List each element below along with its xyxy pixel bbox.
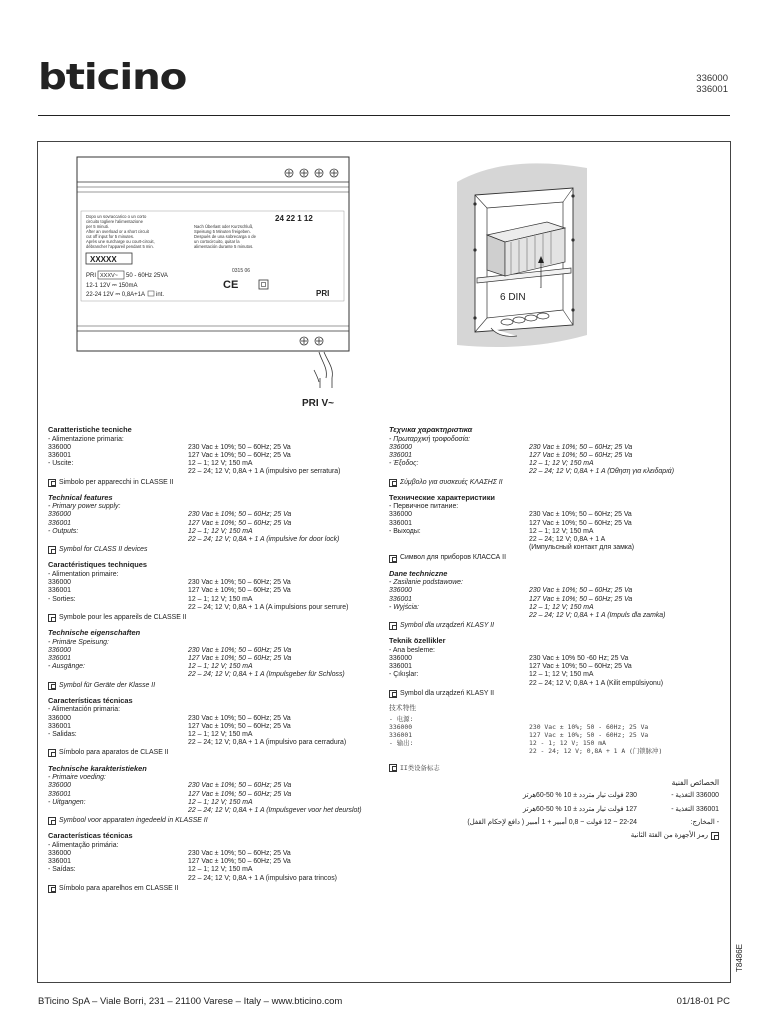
spec-value: 22 – 24; 12 V; 0,8A + 1 A (A impulsions pour serrure) bbox=[188, 603, 349, 611]
spec-label: 336001 bbox=[389, 595, 412, 603]
supply-label: - 电源: bbox=[389, 714, 414, 723]
spec-row bbox=[48, 444, 378, 452]
specs-section bbox=[48, 425, 378, 487]
class-ii-symbol-row bbox=[48, 817, 378, 825]
output-rating-1: 12-1 12V ⎓ 150mA bbox=[86, 283, 138, 289]
spec-row bbox=[389, 655, 719, 663]
specs-section-arabic bbox=[389, 778, 719, 840]
spec-label: 336000 bbox=[389, 443, 412, 451]
spec-value: 22 – 24; 12 V; 0,8A + 1 A (impulsive for door lock) bbox=[188, 536, 340, 544]
spec-value: 12 – 1; 12 V; 150 mA bbox=[188, 798, 253, 806]
spec-value: 127 Vac ± 10%; 50 – 60Hz; 25 Va bbox=[188, 790, 292, 798]
section-title: Teknik özellikler bbox=[389, 636, 446, 646]
section-title: Dane techniczne bbox=[389, 568, 448, 578]
spec-value: 22 – 24; 12 V; 0,8A + 1 A bbox=[529, 536, 606, 544]
section-title: Caratteristiche tecniche bbox=[48, 425, 132, 434]
specs-section-chinese bbox=[389, 704, 719, 772]
footer-address: BTicino SpA – Viale Borri, 231 – 21100 Varese – Italy – www.bticino.com bbox=[38, 996, 343, 1007]
spec-label bbox=[48, 604, 188, 612]
spec-value: 22 – 24; 12 V; 0,8A + 1 A (Ώθηση για κλειδαριά) bbox=[529, 468, 674, 476]
footer-revision: 01/18-01 PC bbox=[676, 996, 730, 1007]
spec-value: 230 فولت تيار متردد ± 10 % 50-60هرتز bbox=[522, 792, 637, 800]
pri-side-label: PRI bbox=[316, 289, 330, 298]
spec-value: 22-24 ~ 12 فولت ~ 0,8 أمبير + 1 أمبير ( دافع لإحكام القفل) bbox=[467, 818, 637, 826]
spec-row bbox=[48, 468, 378, 476]
spec-row bbox=[389, 468, 719, 476]
spec-label: - Çıkışlar: bbox=[389, 671, 419, 679]
class-ii-text: Símbolo para aparatos de CLASE II bbox=[59, 749, 169, 757]
spec-label bbox=[48, 739, 188, 747]
spec-label bbox=[48, 536, 188, 544]
class-ii-symbol-row bbox=[48, 885, 378, 893]
class-ii-icon bbox=[48, 479, 56, 487]
spec-label: 336001 bbox=[389, 663, 412, 671]
spec-value: 230 Vac ± 10%; 50 – 60Hz; 25 Va bbox=[529, 511, 632, 519]
warning-line: un cortocircuito, quitar la bbox=[194, 239, 240, 244]
spec-row bbox=[48, 511, 378, 519]
class-ii-text: II类设备标志 bbox=[400, 763, 440, 772]
supply-label: - Πρωταρχική τροφοδοσία: bbox=[389, 435, 471, 443]
spec-label: - Outputs: bbox=[48, 527, 79, 535]
date-code: 0315 06 bbox=[232, 268, 251, 274]
spec-label: 336001 bbox=[48, 451, 71, 459]
class-ii-text: Symbol for CLASS II devices bbox=[59, 546, 148, 554]
supply-label: - Alimentación primaria: bbox=[48, 706, 120, 714]
class-ii-symbol-row bbox=[48, 546, 378, 554]
spec-value: 230 Vac ± 10%; 50 - 60Hz; 25 Va bbox=[529, 722, 649, 731]
spec-value: 22 – 24; 12 V; 0,8A + 1 A (impulsivo para trincos) bbox=[188, 874, 337, 882]
spec-row bbox=[48, 536, 378, 544]
spec-value: 22 – 24; 12 V; 0,8A + 1 A (impulsivo para cerradura) bbox=[188, 739, 347, 747]
section-title: Características técnicas bbox=[48, 695, 133, 705]
spec-label: - Uitgangen: bbox=[48, 798, 86, 806]
spec-row bbox=[48, 731, 378, 739]
power-supply-module-drawing bbox=[76, 156, 370, 414]
warning-line: circuito togliere l'alimentazione bbox=[86, 219, 143, 224]
spec-label: 336001 bbox=[48, 790, 71, 798]
specs-section bbox=[389, 425, 719, 487]
warning-line: Nach Überlast oder Kurzschluß, bbox=[194, 224, 254, 229]
spec-label: 336000 bbox=[48, 850, 71, 858]
class-ii-symbol-row bbox=[389, 690, 719, 698]
spec-label bbox=[389, 612, 529, 620]
spec-row bbox=[48, 782, 378, 790]
spec-row bbox=[48, 858, 378, 866]
spec-value: 22 – 24; 12 V; 0,8A + 1 A (Impuls dla zamka) bbox=[529, 611, 666, 619]
warning-line: After an overload or a short circuit bbox=[86, 229, 149, 234]
spec-label: 336001 التغذية - bbox=[671, 805, 719, 813]
supply-label: - Alimentation primaire: bbox=[48, 570, 119, 578]
spec-row bbox=[389, 806, 719, 814]
warning-line: per 5 minuti. bbox=[86, 224, 110, 229]
spec-label: 336000 bbox=[389, 587, 412, 595]
spec-value: 12 – 1; 12 V; 150 mA bbox=[529, 460, 594, 468]
spec-row bbox=[389, 544, 719, 552]
class-ii-icon bbox=[711, 832, 719, 840]
spec-value: 12 – 1; 12 V; 150 mA bbox=[188, 595, 253, 603]
spec-value: 230 Vac ± 10%; 50 – 60Hz; 25 Va bbox=[188, 511, 292, 519]
class-ii-symbol-row bbox=[48, 479, 378, 487]
spec-row bbox=[389, 536, 719, 544]
spec-row bbox=[48, 850, 378, 858]
spec-value: 230 Vac ± 10%; 50 – 60Hz; 25 Va bbox=[529, 587, 633, 595]
spec-label bbox=[389, 680, 529, 688]
warning-line: cut off input for 5 minutes. bbox=[86, 234, 135, 239]
spec-row bbox=[389, 511, 719, 519]
class-ii-symbol-row bbox=[48, 682, 378, 690]
spec-label bbox=[389, 544, 529, 552]
ce-mark: CE bbox=[223, 279, 239, 291]
pri-frequency: 50 - 60Hz 25VA bbox=[126, 273, 168, 279]
spec-row bbox=[389, 792, 719, 800]
class-ii-icon bbox=[389, 479, 397, 487]
section-title: Technische eigenschaften bbox=[48, 628, 141, 638]
spec-label: 336000 التغذية - bbox=[671, 792, 719, 800]
spec-row bbox=[48, 647, 378, 655]
spec-row bbox=[48, 739, 378, 747]
installation-box-drawing bbox=[447, 160, 597, 380]
din-size-label: 6 DIN bbox=[500, 292, 526, 303]
warning-line: débrancher l'appareil pendant 5 min. bbox=[86, 244, 154, 249]
section-title: 技术特性 bbox=[389, 704, 417, 713]
spec-row bbox=[48, 604, 378, 612]
supply-label: - Alimentação primária: bbox=[48, 841, 119, 849]
spec-row bbox=[48, 875, 378, 883]
pri-voltage-placeholder: XXXV~ bbox=[100, 273, 118, 279]
spec-value: 127 Vac ± 10%; 50 – 60Hz; 25 Va bbox=[529, 519, 632, 527]
class-ii-text: Символ для приборов КЛАССА II bbox=[400, 554, 506, 562]
spec-label: - المخارج: bbox=[690, 818, 719, 826]
supply-label: - Primary power supply: bbox=[48, 503, 121, 511]
supply-label: - Zasilanie podstawowe: bbox=[389, 579, 463, 587]
spec-label: - Έξοδος: bbox=[389, 460, 419, 468]
spec-label: 336000 bbox=[48, 511, 71, 519]
spec-row bbox=[389, 747, 719, 755]
spec-value: 230 Vac ± 10%; 50 – 60Hz; 25 Va bbox=[188, 782, 292, 790]
spec-row bbox=[389, 731, 719, 739]
spec-label: - Выходы: bbox=[389, 527, 421, 535]
supply-label-row bbox=[389, 715, 719, 723]
class-ii-text: Symbol für Geräte der Klasse II bbox=[59, 681, 156, 689]
model-placeholder: XXXXX bbox=[90, 255, 117, 264]
warning-line: alimentación durante 5 minutos. bbox=[194, 244, 254, 249]
specs-section bbox=[48, 560, 378, 622]
spec-label: 336001 bbox=[48, 655, 71, 663]
class-ii-icon bbox=[389, 622, 397, 630]
spec-label: - Wyjścia: bbox=[389, 603, 419, 611]
spec-value: 230 Vac ± 10%; 50 – 60Hz; 25 Va bbox=[188, 443, 291, 451]
spec-label: 336001 bbox=[389, 451, 412, 459]
spec-label: 336001 bbox=[48, 519, 71, 527]
spec-label: 336001 bbox=[48, 587, 71, 595]
spec-label: - Salidas: bbox=[48, 730, 77, 738]
spec-label: 336001 bbox=[389, 730, 413, 739]
supply-label: - Primäre Speisung: bbox=[48, 638, 109, 646]
spec-label: 336000 bbox=[389, 722, 413, 731]
spec-row bbox=[48, 791, 378, 799]
product-code: 336000 bbox=[696, 73, 728, 84]
spec-row bbox=[389, 723, 719, 731]
spec-value: 12 – 1; 12 V; 150 mA bbox=[188, 866, 253, 874]
spec-row bbox=[48, 579, 378, 587]
spec-row bbox=[389, 819, 719, 827]
spec-value: 127 Vac ± 10%; 50 – 60Hz; 25 Va bbox=[529, 595, 633, 603]
terminal-numbers: 24 22 1 12 bbox=[275, 214, 313, 223]
spec-value: 22 – 24; 12 V; 0,8A + 1 A (impulsivo per serratura) bbox=[188, 468, 341, 476]
warning-line: Speisung 5 Minuten freigeben. bbox=[194, 229, 251, 234]
section-title: Technische karakteristieken bbox=[48, 763, 147, 773]
specs-right-standard bbox=[389, 425, 719, 698]
specs-column-right bbox=[389, 425, 719, 846]
primary-wires bbox=[314, 352, 332, 388]
class-ii-text: Simbolo per apparecchi in CLASSE II bbox=[59, 478, 174, 486]
section-title: Technical features bbox=[48, 492, 113, 502]
class-ii-symbol-row bbox=[389, 622, 719, 630]
spec-row bbox=[48, 528, 378, 536]
class-ii-icon bbox=[389, 555, 397, 563]
spec-value: 127 Vac ± 10%; 50 - 60Hz; 25 Va bbox=[529, 730, 649, 739]
pri-rating-label: PRI bbox=[86, 273, 97, 279]
spec-row bbox=[48, 866, 378, 874]
spec-row bbox=[48, 520, 378, 528]
spec-row bbox=[389, 444, 719, 452]
spec-value: 12 – 1; 12 V; 150 mA bbox=[188, 730, 253, 738]
spec-value: 127 Vac ± 10%; 50 – 60Hz; 25 Va bbox=[188, 858, 291, 866]
spec-value: 22 - 24; 12 V; 0,8A + 1 A (门锁脉冲) bbox=[529, 747, 663, 756]
spec-row bbox=[48, 807, 378, 815]
section-title: Caractéristiques techniques bbox=[48, 560, 147, 570]
supply-label: - Alimentazione primaria: bbox=[48, 435, 124, 443]
spec-value: 127 Vac ± 10%; 50 – 60Hz; 25 Va bbox=[188, 519, 292, 527]
class-ii-symbol-row bbox=[48, 749, 378, 757]
class-ii-icon bbox=[48, 614, 56, 622]
spec-value: 127 Vac ± 10%; 50 – 60Hz; 25 Va bbox=[529, 663, 632, 671]
spec-label: - 输出: bbox=[389, 739, 414, 748]
spec-label bbox=[48, 807, 188, 815]
class-ii-icon bbox=[48, 817, 56, 825]
class-ii-text: Symbole pour les appareils de CLASSE II bbox=[59, 613, 187, 621]
product-code: 336001 bbox=[696, 84, 728, 95]
class-ii-text: Symbol dla urządzeń KLASY II bbox=[400, 622, 495, 630]
spec-label bbox=[389, 536, 529, 544]
spec-value: 230 Vac ± 10% 50 -60 Hz; 25 Va bbox=[529, 655, 629, 663]
product-codes bbox=[696, 73, 728, 95]
spec-label: 336000 bbox=[48, 443, 71, 451]
spec-value: 127 Vac ± 10%; 50 – 60Hz; 25 Va bbox=[188, 451, 291, 459]
spec-label bbox=[389, 747, 529, 755]
section-title: الخصائص الفنية bbox=[671, 777, 719, 787]
spec-value: 230 Vac ± 10%; 50 – 60Hz; 25 Va bbox=[188, 714, 291, 722]
class-ii-text: Símbolo para aparelhos em CLASSE II bbox=[59, 884, 179, 892]
spec-row bbox=[389, 520, 719, 528]
section-title: Τεχνικα χαρακτηριστικα bbox=[389, 425, 473, 434]
spec-value: 230 Vac ± 10%; 50 – 60Hz; 25 Va bbox=[188, 850, 291, 858]
spec-value: 12 – 1; 12 V; 150 mA bbox=[529, 671, 594, 679]
spec-value: 230 Vac ± 10%; 50 – 60Hz; 25 Va bbox=[188, 646, 292, 654]
class-ii-symbol-row bbox=[389, 832, 719, 840]
spec-row bbox=[389, 671, 719, 679]
spec-value: 127 Vac ± 10%; 50 – 60Hz; 25 Va bbox=[188, 655, 292, 663]
spec-row bbox=[389, 528, 719, 536]
spec-row bbox=[48, 655, 378, 663]
spec-value: 12 – 1; 12 V; 150 mA bbox=[188, 527, 253, 535]
spec-label: 336001 bbox=[48, 858, 71, 866]
spec-row bbox=[48, 587, 378, 595]
spec-row bbox=[48, 723, 378, 731]
spec-row bbox=[389, 612, 719, 620]
spec-value: 12 - 1; 12 V; 150 mA bbox=[529, 739, 606, 748]
spec-row bbox=[389, 663, 719, 671]
spec-value: 127 فولت تيار متردد ± 10 % 50-60هرتز bbox=[522, 805, 637, 813]
spec-label: 336001 bbox=[48, 722, 71, 730]
supply-label: - Ana besleme: bbox=[389, 646, 435, 654]
spec-label: 336000 bbox=[48, 579, 71, 587]
spec-value: 230 Vac ± 10%; 50 – 60Hz; 25 Va bbox=[529, 443, 633, 451]
header-rule bbox=[38, 115, 730, 116]
spec-row bbox=[48, 460, 378, 468]
bticino-logo: bticino bbox=[38, 57, 187, 98]
class-ii-text: رمز الأجهزة من الفئة الثانية bbox=[630, 831, 708, 839]
warning-line: Después de una sobrecarga o de bbox=[194, 234, 256, 239]
spec-row bbox=[48, 596, 378, 604]
spec-value: 127 Vac ± 10%; 50 – 60Hz; 25 Va bbox=[188, 722, 291, 730]
specs-section bbox=[48, 493, 378, 555]
spec-value: 22 – 24; 12 V; 0,8A + 1 A (Impulsgeber für Schloss) bbox=[188, 671, 345, 679]
spec-row bbox=[48, 671, 378, 679]
spec-value: 12 – 1; 12 V; 150 mA bbox=[529, 527, 594, 535]
spec-value: 127 Vac ± 10%; 50 – 60Hz; 25 Va bbox=[188, 587, 291, 595]
spec-value: 12 – 1; 12 V; 150 mA bbox=[188, 663, 253, 671]
spec-row bbox=[48, 452, 378, 460]
supply-label: - Первичное питание: bbox=[389, 503, 459, 511]
specs-section bbox=[48, 696, 378, 758]
specs-section bbox=[389, 569, 719, 631]
section-title: Características técnicas bbox=[48, 831, 133, 841]
spec-value: (Импульсный контакт для замка) bbox=[529, 544, 635, 552]
warning-line: Dopo un sovraccarico o un corto bbox=[86, 214, 147, 219]
spec-label: 336000 bbox=[48, 714, 71, 722]
spec-label: 336001 bbox=[389, 519, 412, 527]
output-rating-int: int. bbox=[156, 292, 165, 298]
specs-section bbox=[48, 831, 378, 893]
specs-section bbox=[48, 628, 378, 690]
class-ii-icon bbox=[389, 764, 397, 772]
class-ii-text: Symbol dla urządzeń KLASY II bbox=[400, 689, 495, 697]
spec-label: 336000 bbox=[48, 646, 71, 654]
section-title: Технические характеристики bbox=[389, 492, 495, 502]
specs-column-left bbox=[48, 425, 378, 899]
class-ii-text: Σύμβολο για συσκευές ΚΛΑΣΗΣ II bbox=[400, 478, 503, 486]
spec-row bbox=[389, 587, 719, 595]
spec-value: 22 – 24; 12 V; 0,8A + 1 A (Kilit empülsiyonu) bbox=[529, 679, 664, 687]
spec-label: - Uscite: bbox=[48, 460, 74, 468]
class-ii-symbol-row bbox=[389, 479, 719, 487]
spec-value: 22 – 24; 12 V; 0,8A + 1 A (Impulsgever voor het deurslot) bbox=[188, 806, 362, 814]
specs-section bbox=[48, 764, 378, 826]
spec-label: 336000 bbox=[389, 655, 412, 663]
spec-row bbox=[48, 663, 378, 671]
spec-row bbox=[389, 604, 719, 612]
class-ii-icon bbox=[48, 885, 56, 893]
spec-label bbox=[48, 875, 188, 883]
spec-row bbox=[389, 680, 719, 688]
specs-section bbox=[389, 636, 719, 698]
document-code: T8486E bbox=[735, 943, 744, 972]
spec-label: - Sorties: bbox=[48, 595, 76, 603]
class-ii-text: Symbool voor apparaten ingedeeld in KLASSE II bbox=[59, 817, 208, 825]
pri-wire-label: PRI V~ bbox=[302, 398, 334, 409]
spec-label: - Ausgänge: bbox=[48, 663, 85, 671]
class-ii-icon bbox=[48, 749, 56, 757]
warning-line: Après une surcharge ou court-circuit, bbox=[86, 239, 155, 244]
spec-row bbox=[48, 799, 378, 807]
spec-label: 336000 bbox=[389, 511, 412, 519]
spec-row bbox=[48, 715, 378, 723]
spec-row bbox=[389, 452, 719, 460]
spec-label: 336000 bbox=[48, 782, 71, 790]
specs-section bbox=[389, 493, 719, 563]
spec-label bbox=[48, 468, 188, 476]
class-ii-icon bbox=[48, 546, 56, 554]
spec-label bbox=[389, 468, 529, 476]
spec-value: 12 – 1; 12 V; 150 mA bbox=[188, 460, 253, 468]
class-ii-icon bbox=[389, 690, 397, 698]
class-ii-icon bbox=[48, 682, 56, 690]
supply-label: - Primaire voeding: bbox=[48, 774, 106, 782]
spec-label: - Saídas: bbox=[48, 866, 76, 874]
spec-value: 12 – 1; 12 V; 150 mA bbox=[529, 603, 594, 611]
spec-row bbox=[389, 596, 719, 604]
spec-value: 127 Vac ± 10%; 50 – 60Hz; 25 Va bbox=[529, 451, 633, 459]
spec-label bbox=[48, 671, 188, 679]
class-ii-symbol-row bbox=[48, 614, 378, 622]
class-ii-symbol-row bbox=[389, 764, 719, 772]
output-rating-2: 22-24 12V ⎓ 0,8A+1A bbox=[86, 292, 145, 298]
class-ii-symbol-row bbox=[389, 554, 719, 562]
spec-value: 230 Vac ± 10%; 50 – 60Hz; 25 Va bbox=[188, 579, 291, 587]
